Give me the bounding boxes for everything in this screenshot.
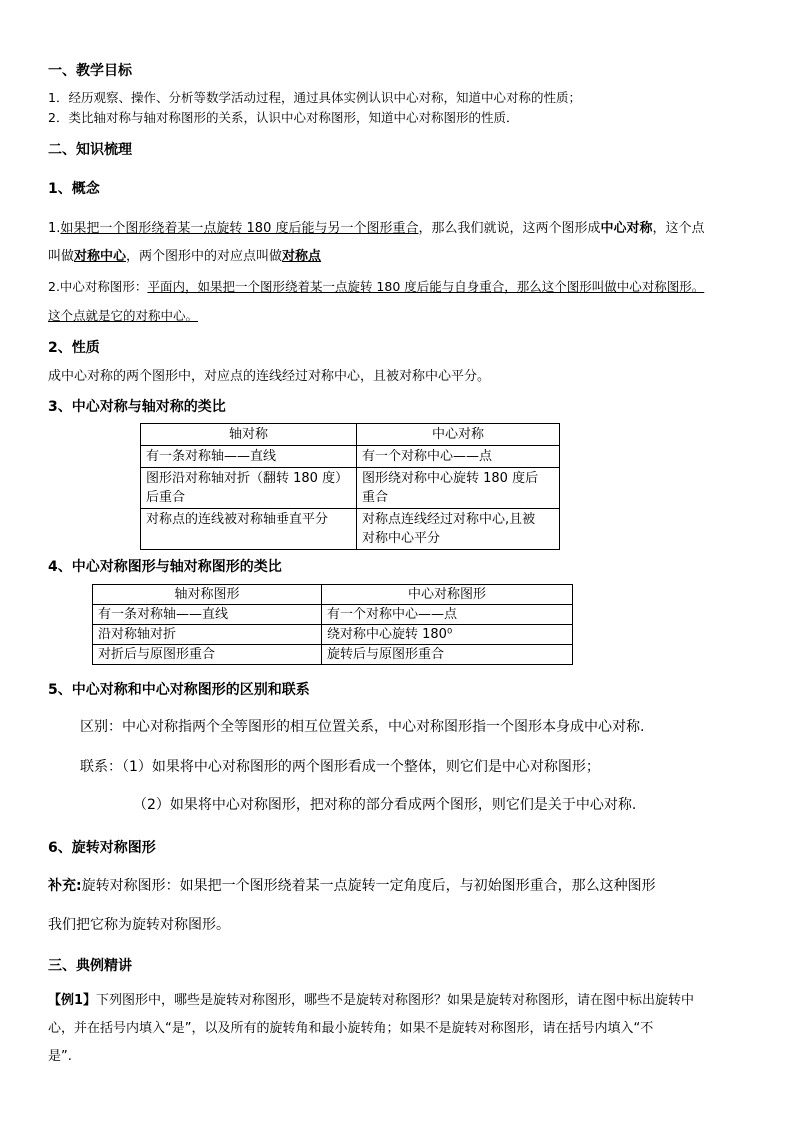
table-row	[141, 468, 560, 509]
rotation-supplement	[48, 875, 656, 895]
table-cell	[141, 468, 357, 509]
supplement-text-2: 我们把它称为旋转对称图形。	[48, 917, 230, 933]
table-header-cell: 轴对称	[141, 424, 357, 446]
heading-property: 2、性质	[48, 340, 100, 356]
table-header-row	[93, 585, 573, 605]
table-header-cell: 中心对称图形	[322, 585, 573, 605]
example-label: 【例1】	[48, 993, 97, 1008]
table-cell-line: 图形沿对称轴对折（翻转 180 度）	[146, 471, 349, 486]
compare-table-2	[92, 584, 573, 665]
table-cell: 有一个对称中心——点	[357, 446, 560, 468]
supplement-label: 补充:	[48, 878, 82, 894]
objective-item-2: 2．类比轴对称与轴对称图形的关系，认识中心对称图形，知道中心对称图形的性质．	[48, 110, 519, 125]
table-header-cell: 中心对称	[357, 424, 560, 446]
relation-difference: 区别：中心对称指两个全等图形的相互位置关系，中心对称图形指一个图形本身成中心对称.	[80, 719, 645, 735]
table-cell	[357, 509, 560, 550]
example-text-1: 下列图形中，哪些是旋转对称图形，哪些不是旋转对称图形？如果是旋转对称图形，请在图中标出旋转中	[96, 993, 695, 1008]
heading-concept: 1、概念	[48, 181, 100, 197]
concept-paragraph-1	[48, 217, 705, 236]
table-row	[93, 645, 573, 665]
concept-p1-mid: ，那么我们就说，这两个图形成	[418, 221, 601, 236]
property-text: 成中心对称的两个图形中，对应点的连线经过对称中心，且被对称中心平分。	[48, 369, 491, 384]
heading-compare-2: 4、中心对称图形与轴对称图形的类比	[48, 559, 282, 575]
table-row	[141, 509, 560, 550]
table-cell	[357, 468, 560, 509]
heading-rotation: 6、旋转对称图形	[48, 840, 156, 856]
table-row	[93, 625, 573, 645]
heading-compare-1: 3、中心对称与轴对称的类比	[48, 399, 226, 415]
table-header-cell: 轴对称图形	[93, 585, 322, 605]
concept-p1-line2-b: ，两个图形中的对应点叫做	[126, 249, 283, 264]
table-cell: 对折后与原图形重合	[93, 645, 322, 665]
concept-p1-underlined: 如果把一个图形绕着某一点旋转 180 度后能与另一个图形重合	[60, 221, 419, 236]
concept-paragraph-1-line2	[48, 245, 321, 264]
supplement-text-1: 旋转对称图形：如果把一个图形绕着某一点旋转一定角度后，与初始图形重合，那么这种图形	[81, 878, 656, 894]
relation-link-2: （2）如果将中心对称图形，把对称的部分看成两个图形，则它们是关于中心对称.	[133, 797, 637, 813]
section-title-knowledge: 二、知识梳理	[48, 142, 132, 158]
heading-relation: 5、中心对称和中心对称图形的区别和联系	[48, 682, 310, 698]
concept-p1-end: ，这个点	[652, 221, 705, 236]
section-title-examples: 三、典例精讲	[48, 958, 132, 974]
table-row	[93, 605, 573, 625]
example-line-3: 是”.	[48, 1049, 72, 1064]
table-cell: 绕对称中心旋转 180⁰	[322, 625, 573, 645]
concept-paragraph-2-line2: 这个点就是它的对称中心。	[48, 308, 199, 323]
table-cell: 有一个对称中心——点	[322, 605, 573, 625]
concept-p1-prefix: 1.	[48, 221, 61, 236]
compare-table-1	[140, 423, 560, 550]
table-cell: 有一条对称轴——直线	[93, 605, 322, 625]
concept-p1-line2-a: 叫做	[48, 249, 75, 264]
table-cell-line: 后重合	[146, 490, 186, 505]
table-cell-line: 对称点连线经过对称中心,且被	[362, 512, 536, 527]
concept-paragraph-2	[48, 277, 704, 295]
table-header-row	[141, 424, 560, 446]
concept-term-points: 对称点	[282, 249, 322, 264]
concept-p2-prefix: 2.中心对称图形：	[48, 279, 148, 294]
relation-link-1: 联系：（1）如果将中心对称图形的两个图形看成一个整体，则它们是中心对称图形；	[80, 759, 600, 775]
table-cell: 沿对称轴对折	[93, 625, 322, 645]
example-line-2: 心，并在括号内填入“是”，以及所有的旋转角和最小旋转角；如果不是旋转对称图形，请在括号内填入“不	[48, 1021, 654, 1036]
section-title-objectives: 一、教学目标	[48, 63, 132, 79]
objective-item-1: 1．经历观察、操作、分析等数学活动过程，通过具体实例认识中心对称，知道中心对称的性质；	[48, 90, 581, 105]
table-cell-line: 对称中心平分	[362, 531, 441, 546]
example-line-1	[48, 989, 694, 1008]
concept-p1-bold: 中心对称	[600, 221, 653, 236]
table-row	[141, 446, 560, 468]
concept-p2-underlined: 平面内，如果把一个图形绕着某一点旋转 180 度后能与自身重合，那么这个图形叫做中心对称图形。	[147, 279, 705, 294]
table-cell: 旋转后与原图形重合	[322, 645, 573, 665]
table-cell: 有一条对称轴——直线	[141, 446, 357, 468]
table-cell: 对称点的连线被对称轴垂直平分	[141, 509, 357, 550]
table-cell-line: 图形绕对称中心旋转 180 度后	[362, 471, 539, 486]
concept-term-center: 对称中心	[74, 249, 127, 264]
table-cell-line: 重合	[362, 490, 389, 505]
